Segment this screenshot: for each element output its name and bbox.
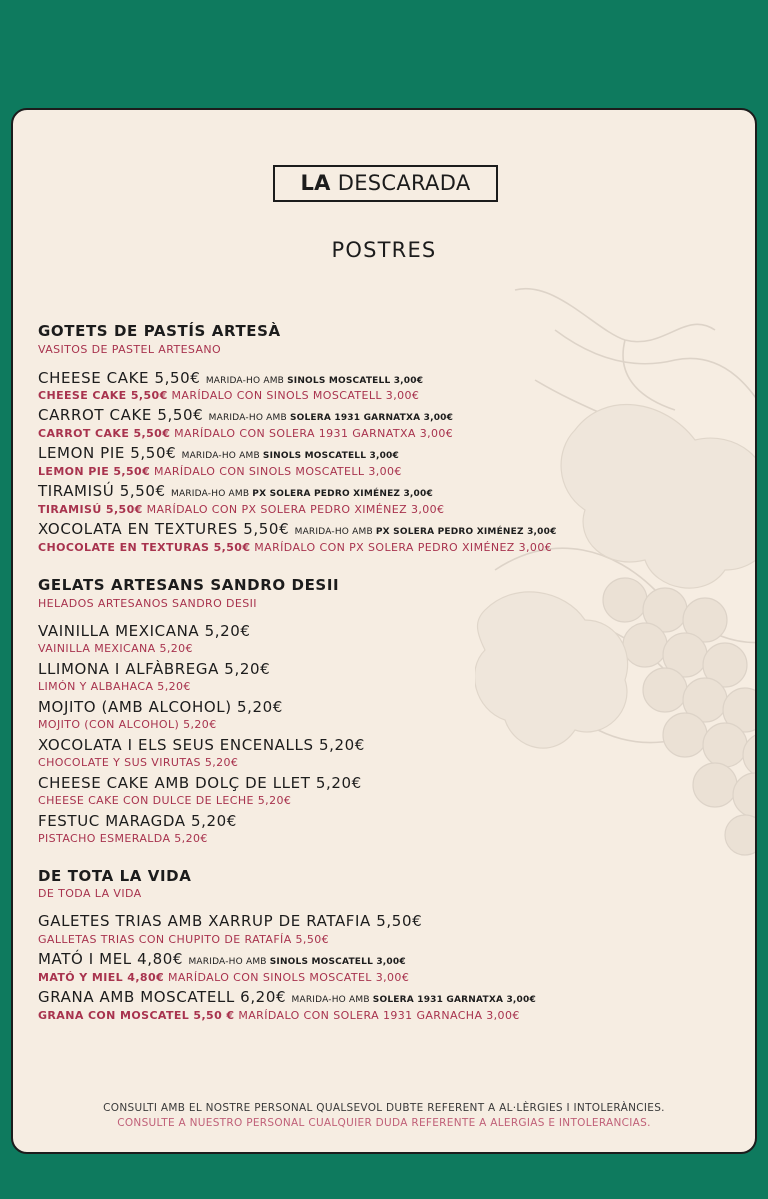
logo-rest: DESCARADA: [337, 171, 471, 195]
item-name: TIRAMISÚ 5,50€: [38, 482, 166, 500]
logo-strong: LA: [300, 171, 331, 195]
menu-item-translation: VAINILLA MEXICANA 5,20€: [38, 642, 193, 655]
menu-item: [38, 736, 365, 754]
menu-item-translation: [38, 465, 402, 478]
menu-item-translation: [38, 1009, 520, 1022]
pairing-wine: PX SOLERA PEDRO XIMÉNEZ 3,00€: [375, 527, 557, 537]
pairing-prefix: MARIDA-HO AMB: [291, 995, 373, 1005]
pairing-wine: PX SOLERA PEDRO XIMÉNEZ 3,00€: [252, 489, 433, 499]
menu-item: [38, 444, 399, 462]
pairing: [292, 995, 536, 1005]
pairing-wine: SINOLS MOSCATELL 3,00€: [269, 957, 406, 967]
menu-item-translation: PISTACHO ESMERALDA 5,20€: [38, 832, 208, 845]
pairing-wine: SINOLS MOSCATELL 3,00€: [287, 376, 424, 386]
menu-item: [38, 698, 283, 716]
pairing-prefix: MARIDA-HO AMB: [171, 489, 253, 499]
menu-item: [38, 406, 453, 424]
menu-item: [38, 660, 270, 678]
menu-item: [38, 622, 251, 640]
translation-strong: CHEESE CAKE 5,50€: [38, 389, 168, 402]
pairing-prefix: MARIDA-HO AMB: [205, 376, 288, 386]
pairing: [188, 957, 405, 967]
menu-item: [38, 482, 433, 500]
translation-strong: CARROT CAKE 5,50€: [38, 427, 171, 440]
translation-strong: GRANA CON MOSCATEL 5,50 €: [38, 1009, 235, 1022]
brand-logo: [273, 165, 498, 202]
pairing: [209, 413, 453, 423]
pairing-wine: SINOLS MOSCATELL 3,00€: [262, 451, 399, 461]
translation-rest: MARÍDALO CON SINOLS MOSCATELL 3,00€: [150, 465, 402, 478]
menu-item: [38, 812, 237, 830]
translation-rest: MARÍDALO CON SINOLS MOSCATEL 3,00€: [164, 971, 410, 984]
allergy-notice-es: CONSULTE A NUESTRO PERSONAL CUALQUIER DUDA REFERENTE A ALERGIAS E INTOLERANCIAS.: [117, 1117, 651, 1129]
menu-item: [38, 912, 422, 930]
item-name: LEMON PIE 5,50€: [38, 444, 177, 462]
menu-item-translation: [38, 427, 453, 440]
section-subtitle: VASITOS DE PASTEL ARTESANO: [38, 343, 222, 356]
menu-item: [38, 774, 362, 792]
menu-item: [38, 369, 423, 387]
menu-item-translation: [38, 971, 409, 984]
pairing-prefix: MARIDA-HO AMB: [181, 451, 263, 461]
item-name: MATÓ I MEL 4,80€: [38, 950, 184, 968]
item-name: CHEESE CAKE 5,50€: [38, 369, 201, 387]
translation-strong: LEMON PIE 5,50€: [38, 465, 151, 478]
menu-item-translation: MOJITO (CON ALCOHOL) 5,20€: [38, 718, 217, 731]
item-name: MOJITO (AMB ALCOHOL) 5,20€: [38, 698, 283, 716]
menu-card: [11, 108, 757, 1154]
item-name: VAINILLA MEXICANA 5,20€: [38, 622, 251, 640]
menu-item: [38, 950, 406, 968]
translation-rest: MARÍDALO CON SOLERA 1931 GARNACHA 3,00€: [234, 1009, 520, 1022]
item-name: GRANA AMB MOSCATELL 6,20€: [38, 988, 287, 1006]
section-title: GELATS ARTESANS SANDRO DESII: [38, 576, 340, 594]
pairing-prefix: MARIDA-HO AMB: [294, 527, 376, 537]
pairing-wine: SOLERA 1931 GARNATXA 3,00€: [289, 413, 454, 423]
translation-rest: MARÍDALO CON PX SOLERA PEDRO XIMÉNEZ 3,00€: [250, 541, 553, 554]
translation-strong: TIRAMISÚ 5,50€: [38, 503, 143, 516]
item-name: FESTUC MARAGDA 5,20€: [38, 812, 237, 830]
translation-strong: MATÓ Y MIEL 4,80€: [38, 971, 165, 984]
menu-item-translation: CHOCOLATE Y SUS VIRUTAS 5,20€: [38, 756, 239, 769]
menu-item-translation: LIMÓN Y ALBAHACA 5,20€: [38, 680, 191, 693]
menu-item-translation: CHEESE CAKE CON DULCE DE LECHE 5,20€: [38, 794, 292, 807]
menu-item: [38, 988, 536, 1006]
menu-item-translation: [38, 389, 419, 402]
pairing: [206, 376, 423, 386]
section-subtitle: DE TODA LA VIDA: [38, 887, 142, 900]
menu-item: [38, 520, 557, 538]
menu-item-translation: GALLETAS TRIAS CON CHUPITO DE RATAFÍA 5,50€: [38, 933, 330, 946]
pairing-prefix: MARIDA-HO AMB: [208, 413, 290, 423]
translation-strong: CHOCOLATE EN TEXTURAS 5,50€: [38, 541, 251, 554]
pairing: [182, 451, 399, 461]
section-title: DE TOTA LA VIDA: [38, 867, 192, 885]
section-title: GOTETS DE PASTÍS ARTESÀ: [38, 322, 281, 340]
pairing: [171, 489, 433, 499]
section-subtitle: HELADOS ARTESANOS SANDRO DESII: [38, 597, 257, 610]
item-name: XOCOLATA I ELS SEUS ENCENALLS 5,20€: [38, 736, 365, 754]
page-title: POSTRES: [331, 238, 437, 262]
menu-item-translation: [38, 503, 444, 516]
pairing-prefix: MARIDA-HO AMB: [188, 957, 270, 967]
translation-rest: MARÍDALO CON SINOLS MOSCATELL 3,00€: [167, 389, 420, 402]
item-name: CHEESE CAKE AMB DOLÇ DE LLET 5,20€: [38, 774, 362, 792]
allergy-notice-ca: CONSULTI AMB EL NOSTRE PERSONAL QUALSEVOL DUBTE REFERENT A AL·LÈRGIES I INTOLERÀNCIES.: [103, 1102, 665, 1114]
pairing-wine: SOLERA 1931 GARNATXA 3,00€: [372, 995, 536, 1005]
item-name: GALETES TRIAS AMB XARRUP DE RATAFIA 5,50€: [38, 912, 423, 930]
menu-item-translation: [38, 541, 552, 554]
translation-rest: MARÍDALO CON SOLERA 1931 GARNATXA 3,00€: [170, 427, 454, 440]
item-name: LLIMONA I ALFÀBREGA 5,20€: [38, 660, 271, 678]
grape-vine-illustration: [475, 270, 757, 890]
translation-rest: MARÍDALO CON PX SOLERA PEDRO XIMÉNEZ 3,00€: [142, 503, 445, 516]
pairing: [295, 527, 557, 537]
item-name: XOCOLATA EN TEXTURES 5,50€: [38, 520, 290, 538]
item-name: CARROT CAKE 5,50€: [38, 406, 204, 424]
